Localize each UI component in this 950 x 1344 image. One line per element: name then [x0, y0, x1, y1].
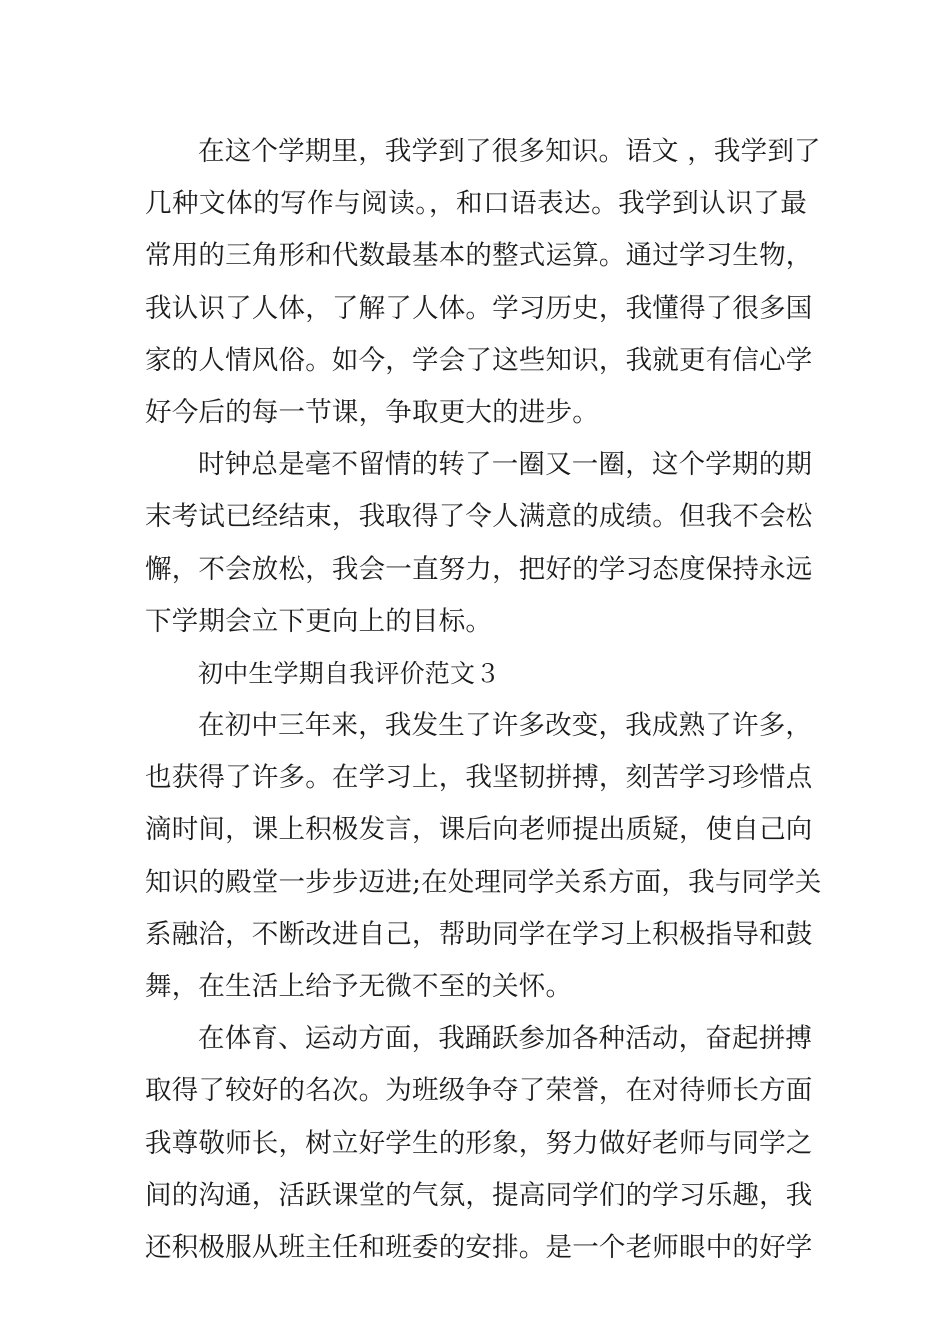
text-line: 舞，在生活上给予无微不至的关怀。: [145, 971, 573, 1002]
text-line: 在初中三年来，我发生了许多改变，我成熟了许多，: [198, 710, 813, 742]
text-line: 末考试已经结束，我取得了令人满意的成绩。但我不会松: [145, 501, 813, 533]
text-line: 我尊敬师长，树立好学生的形象，努力做好老师与同学之: [145, 1127, 813, 1159]
text-line: 家的人情风俗。如今，学会了这些知识，我就更有信心学: [145, 344, 813, 376]
text-line: 在体育、运动方面，我踊跃参加各种活动，奋起拼搏: [198, 1023, 813, 1055]
text-line: 知识的殿堂一步步迈进;在处理同学关系方面，我与同学关: [145, 866, 822, 898]
text-line: 也获得了许多。在学习上，我坚韧拼搏，刻苦学习珍惜点: [145, 762, 813, 794]
text-line: 系融洽，不断改进自己，帮助同学在学习上积极指导和鼓: [145, 918, 813, 950]
text-line: 常用的三角形和代数最基本的整式运算。通过学习生物，: [145, 240, 813, 272]
text-line: 下学期会立下更向上的目标。: [145, 605, 493, 637]
text-line: 懈，不会放松，我会一直努力，把好的学习态度保持永远: [145, 553, 813, 585]
text-line: 几种文体的写作与阅读。，和口语表达。我学到认识了最: [145, 188, 807, 220]
document-body: [145, 126, 822, 1274]
text-line: 取得了较好的名次。为班级争夺了荣誉，在对待师长方面: [145, 1075, 813, 1107]
text-line: 时钟总是毫不留情的转了一圈又一圈，这个学期的期: [198, 449, 813, 481]
text-line: 好今后的每一节课，争取更大的进步。: [145, 396, 599, 428]
text-line: 还积极服从班主任和班委的安排。是一个老师眼中的好学: [145, 1231, 813, 1263]
text-line: 在这个学期里，我学到了很多知识。语文 ，我学到了: [198, 136, 821, 167]
text-line: 我认识了人体，了解了人体。学习历史，我懂得了很多国: [145, 292, 813, 324]
section-heading: 初中生学期自我评价范文３: [198, 658, 501, 688]
text-line: 滴时间，课上积极发言，课后向老师提出质疑，使自己向: [145, 814, 813, 846]
text-line: 间的沟通，活跃课堂的气氛，提高同学们的学习乐趣，我: [145, 1179, 813, 1211]
